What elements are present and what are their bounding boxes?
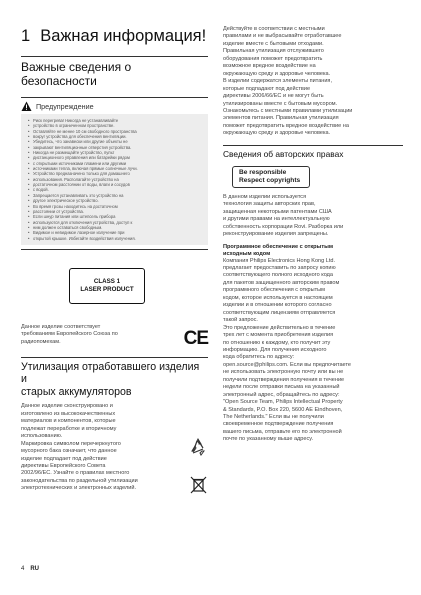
warning-list bbox=[21, 114, 208, 245]
ce-mark-icon: CE bbox=[183, 327, 208, 349]
warning-item: • Риск перегрева! Никогда не устанавливайте bbox=[29, 118, 202, 123]
warning-item: • с водой. bbox=[29, 187, 202, 192]
warning-item: • Убедитесь, что занавески или другие объекты не bbox=[29, 139, 202, 144]
warning-item: • Устройство предназначено только для домашнего bbox=[29, 171, 202, 176]
ce-text: Данное изделие соответствует требованиям Европейского Союза по радиопомехам. bbox=[21, 323, 118, 345]
chapter-number: 1 bbox=[21, 27, 31, 45]
warning-header bbox=[21, 98, 208, 114]
disposal-continued-text: Действуйте в соответствии с местными правилами и не выбрасывайте отработавшее изделие вместе с бытовыми отходами. Правильная утилизация отслужившего оборудования поможет предотвратить возможное вредное воздействие на окружающую среду и здоровье человека. В изделии содержатся элементы питания, которые подпадают под действие директивы 2006/66/EC и не могут быть утилизированы вместе с бытовым мусором. Ознакомьтесь с местными правилами утилизации элементов питания. Правильная утилизация поможет предотвратить вредное воздействие на окружающую среду и здоровье человека. bbox=[223, 26, 353, 137]
disposal-text: Данное изделие сконструировано и изготовлено из высококачественных материалов и компонентов, которые подлежат переработке и вторичному использованию. Маркировка символом перечеркнутого мусорного бака означает, что данное изделие подпадает под действие директивы Европейского Совета 2002/96/EC. Узнайте о правилах местного законодательства по раздельной утилизации электротехнических и электронных изделий. bbox=[21, 403, 138, 492]
copyright-text: В данном изделии используется технология защиты авторских прав, защищенная некоторыми патентами США и другими правами на интеллектуальную собственность корпорации Rovi. Разборка или реконструирование изделия запрещены. bbox=[223, 193, 344, 238]
warning-item: • Если шнур питания или штепсель прибора bbox=[29, 214, 202, 219]
warning-label: Предупреждение bbox=[36, 102, 94, 111]
recycle-icon bbox=[188, 437, 208, 457]
left-column bbox=[21, 26, 208, 495]
warning-item: • достаточном расстоянии от воды, влаги и сосудов bbox=[29, 182, 202, 187]
warning-item: • закрывают вентиляционные отверстия устройства. bbox=[29, 145, 202, 150]
laser-product-label: CLASS 1 LASER PRODUCT bbox=[69, 268, 145, 304]
ce-section bbox=[21, 324, 208, 350]
warning-item: • Никогда не размещайте устройство, пульт bbox=[29, 150, 202, 155]
warning-item: • ним должен оставаться свободным. bbox=[29, 225, 202, 230]
warning-item: • Видимое и невидимое лазерное излучение при bbox=[29, 230, 202, 235]
warning-item: • с открытыми источниками пламени или другими bbox=[29, 161, 202, 166]
warning-icon bbox=[21, 101, 32, 112]
warning-item: • расстоянии от устройства. bbox=[29, 209, 202, 214]
warning-item: • устройство в ограниченном пространстве. bbox=[29, 123, 202, 128]
warning-item: • Во время грозы находитесь на достаточном bbox=[29, 204, 202, 209]
copyright-heading: Сведения об авторских правах bbox=[223, 145, 403, 160]
respect-copyrights-logo: Be responsible Respect copyrights bbox=[232, 166, 310, 188]
page-footer bbox=[21, 566, 39, 572]
chapter-title: Важная информация! bbox=[40, 27, 207, 45]
crossed-bin-icon bbox=[189, 475, 208, 495]
warning-item: • вокруг устройства для обеспечения вентиляции. bbox=[29, 134, 202, 139]
warning-item: • Оставляйте не менее 10 см свободного пространства bbox=[29, 129, 202, 134]
warning-box bbox=[21, 97, 208, 250]
disposal-section bbox=[21, 403, 208, 495]
warning-item: • Запрещается устанавливать это устройство на bbox=[29, 193, 202, 198]
disposal-heading: Утилизация отработавшего изделия и старых аккумуляторов bbox=[21, 357, 208, 399]
warning-item: • использования. Располагайте устройство на bbox=[29, 177, 202, 182]
right-column bbox=[223, 26, 403, 444]
page-number: 4 bbox=[21, 566, 25, 572]
warning-item: • дистанционного управления или батарейки рядом bbox=[29, 155, 202, 160]
opensource-text: Компания Philips Electronics Hong Kong Ltd. предлагает предоставить по запросу копию соответствующего полного исходного кода для пакетов защищенного авторским правом программного обеспечения с открытым кодом, которое используется в настоящем изделии и в отношении которого согласно соответствующим лицензиям отправляется такой запрос. Это предложение действительно в течение трех лет с момента приобретения изделия по отношению к каждому, кто получит эту информацию. Для получения исходного кода обратитесь по адресу: open.source@philips.com. Если вы предпочитаете не использовать электронную почту или вы не получили подтверждения получения в течение недели после отправки письма на указанный электронный адрес, обращайтесь по адресу: "Open Source Team, Philips Intellectual Property & Standards, P.O. Box 220, 5600 AE Eindhoven, The Netherlands." Если вы не получили своевременное подтверждение получения вашего письма, отправьте его по электронной почте по указанному выше адресу. bbox=[223, 258, 403, 444]
warning-item: • источниками тепла, включая прямые солнечные лучи. bbox=[29, 166, 202, 171]
language-code: RU bbox=[30, 566, 40, 572]
safety-heading: Важные сведения о безопасности bbox=[21, 56, 208, 88]
disposal-icons bbox=[188, 403, 208, 495]
warning-item: • открытой крышке. Избегайте воздействия излучения. bbox=[29, 236, 202, 241]
warning-item: • другое электрическое устройство. bbox=[29, 198, 202, 203]
page-title bbox=[21, 26, 208, 46]
email-link[interactable]: open.source@philips.com. Если вы предпочитаете bbox=[223, 361, 352, 368]
opensource-subheading: Программное обеспечение с открытым исходным кодом bbox=[223, 243, 333, 257]
warning-item: • используются для отключения устройства, доступ к bbox=[29, 220, 202, 225]
